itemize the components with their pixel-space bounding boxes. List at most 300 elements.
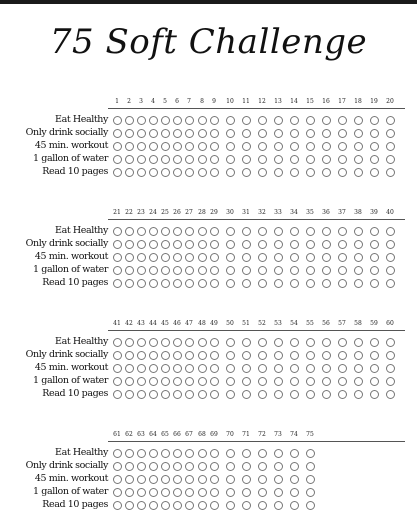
habit-checkbox[interactable] <box>173 338 182 347</box>
habit-checkbox[interactable] <box>125 501 134 510</box>
habit-checkbox[interactable] <box>198 253 207 262</box>
habit-checkbox[interactable] <box>338 168 347 177</box>
habit-checkbox[interactable] <box>161 475 170 484</box>
habit-checkbox[interactable] <box>258 475 267 484</box>
habit-checkbox[interactable] <box>161 377 170 386</box>
habit-checkbox[interactable] <box>370 168 379 177</box>
habit-checkbox[interactable] <box>210 129 219 138</box>
habit-checkbox[interactable] <box>185 338 194 347</box>
habit-checkbox[interactable] <box>210 253 219 262</box>
habit-checkbox[interactable] <box>125 168 134 177</box>
habit-checkbox[interactable] <box>198 462 207 471</box>
habit-checkbox[interactable] <box>226 338 235 347</box>
habit-checkbox[interactable] <box>161 227 170 236</box>
habit-checkbox[interactable] <box>125 390 134 399</box>
habit-checkbox[interactable] <box>113 129 122 138</box>
habit-checkbox[interactable] <box>258 390 267 399</box>
habit-checkbox[interactable] <box>386 253 395 262</box>
habit-checkbox[interactable] <box>198 168 207 177</box>
habit-checkbox[interactable] <box>173 475 182 484</box>
habit-checkbox[interactable] <box>185 462 194 471</box>
habit-checkbox[interactable] <box>173 449 182 458</box>
habit-checkbox[interactable] <box>370 351 379 360</box>
habit-checkbox[interactable] <box>137 462 146 471</box>
habit-checkbox[interactable] <box>210 338 219 347</box>
habit-checkbox[interactable] <box>338 129 347 138</box>
habit-checkbox[interactable] <box>290 475 299 484</box>
habit-checkbox[interactable] <box>161 155 170 164</box>
habit-checkbox[interactable] <box>370 116 379 125</box>
habit-checkbox[interactable] <box>322 390 331 399</box>
habit-checkbox[interactable] <box>137 475 146 484</box>
habit-checkbox[interactable] <box>113 240 122 249</box>
habit-checkbox[interactable] <box>173 142 182 151</box>
habit-checkbox[interactable] <box>137 266 146 275</box>
habit-checkbox[interactable] <box>185 142 194 151</box>
habit-checkbox[interactable] <box>354 142 363 151</box>
habit-checkbox[interactable] <box>338 390 347 399</box>
habit-checkbox[interactable] <box>137 227 146 236</box>
habit-checkbox[interactable] <box>242 449 251 458</box>
habit-checkbox[interactable] <box>242 364 251 373</box>
habit-checkbox[interactable] <box>198 116 207 125</box>
habit-checkbox[interactable] <box>290 338 299 347</box>
habit-checkbox[interactable] <box>137 351 146 360</box>
habit-checkbox[interactable] <box>210 462 219 471</box>
habit-checkbox[interactable] <box>386 338 395 347</box>
habit-checkbox[interactable] <box>149 155 158 164</box>
habit-checkbox[interactable] <box>306 390 315 399</box>
habit-checkbox[interactable] <box>198 488 207 497</box>
habit-checkbox[interactable] <box>370 142 379 151</box>
habit-checkbox[interactable] <box>338 240 347 249</box>
habit-checkbox[interactable] <box>274 462 283 471</box>
habit-checkbox[interactable] <box>210 266 219 275</box>
habit-checkbox[interactable] <box>161 488 170 497</box>
habit-checkbox[interactable] <box>210 279 219 288</box>
habit-checkbox[interactable] <box>258 129 267 138</box>
habit-checkbox[interactable] <box>322 227 331 236</box>
habit-checkbox[interactable] <box>306 449 315 458</box>
habit-checkbox[interactable] <box>226 377 235 386</box>
habit-checkbox[interactable] <box>226 253 235 262</box>
habit-checkbox[interactable] <box>149 142 158 151</box>
habit-checkbox[interactable] <box>242 116 251 125</box>
habit-checkbox[interactable] <box>290 142 299 151</box>
habit-checkbox[interactable] <box>338 338 347 347</box>
habit-checkbox[interactable] <box>306 364 315 373</box>
habit-checkbox[interactable] <box>137 338 146 347</box>
habit-checkbox[interactable] <box>185 168 194 177</box>
habit-checkbox[interactable] <box>226 351 235 360</box>
habit-checkbox[interactable] <box>274 364 283 373</box>
habit-checkbox[interactable] <box>125 449 134 458</box>
habit-checkbox[interactable] <box>113 168 122 177</box>
habit-checkbox[interactable] <box>226 449 235 458</box>
habit-checkbox[interactable] <box>161 279 170 288</box>
habit-checkbox[interactable] <box>354 253 363 262</box>
habit-checkbox[interactable] <box>198 475 207 484</box>
habit-checkbox[interactable] <box>125 266 134 275</box>
habit-checkbox[interactable] <box>198 338 207 347</box>
habit-checkbox[interactable] <box>354 351 363 360</box>
habit-checkbox[interactable] <box>210 488 219 497</box>
habit-checkbox[interactable] <box>242 501 251 510</box>
habit-checkbox[interactable] <box>161 253 170 262</box>
habit-checkbox[interactable] <box>322 377 331 386</box>
habit-checkbox[interactable] <box>198 364 207 373</box>
habit-checkbox[interactable] <box>354 279 363 288</box>
habit-checkbox[interactable] <box>113 390 122 399</box>
habit-checkbox[interactable] <box>149 501 158 510</box>
habit-checkbox[interactable] <box>306 377 315 386</box>
habit-checkbox[interactable] <box>210 475 219 484</box>
habit-checkbox[interactable] <box>306 488 315 497</box>
habit-checkbox[interactable] <box>149 488 158 497</box>
habit-checkbox[interactable] <box>338 116 347 125</box>
habit-checkbox[interactable] <box>125 364 134 373</box>
habit-checkbox[interactable] <box>370 364 379 373</box>
habit-checkbox[interactable] <box>258 377 267 386</box>
habit-checkbox[interactable] <box>226 266 235 275</box>
habit-checkbox[interactable] <box>274 338 283 347</box>
habit-checkbox[interactable] <box>226 462 235 471</box>
habit-checkbox[interactable] <box>290 253 299 262</box>
habit-checkbox[interactable] <box>125 155 134 164</box>
habit-checkbox[interactable] <box>226 475 235 484</box>
habit-checkbox[interactable] <box>290 227 299 236</box>
habit-checkbox[interactable] <box>173 279 182 288</box>
habit-checkbox[interactable] <box>258 168 267 177</box>
habit-checkbox[interactable] <box>149 266 158 275</box>
habit-checkbox[interactable] <box>125 240 134 249</box>
habit-checkbox[interactable] <box>258 364 267 373</box>
habit-checkbox[interactable] <box>338 142 347 151</box>
habit-checkbox[interactable] <box>274 116 283 125</box>
habit-checkbox[interactable] <box>370 279 379 288</box>
habit-checkbox[interactable] <box>354 116 363 125</box>
habit-checkbox[interactable] <box>185 475 194 484</box>
habit-checkbox[interactable] <box>113 462 122 471</box>
habit-checkbox[interactable] <box>290 129 299 138</box>
habit-checkbox[interactable] <box>226 168 235 177</box>
habit-checkbox[interactable] <box>274 142 283 151</box>
habit-checkbox[interactable] <box>137 390 146 399</box>
habit-checkbox[interactable] <box>161 240 170 249</box>
habit-checkbox[interactable] <box>173 116 182 125</box>
habit-checkbox[interactable] <box>125 377 134 386</box>
habit-checkbox[interactable] <box>258 253 267 262</box>
habit-checkbox[interactable] <box>386 129 395 138</box>
habit-checkbox[interactable] <box>173 155 182 164</box>
habit-checkbox[interactable] <box>322 253 331 262</box>
habit-checkbox[interactable] <box>370 253 379 262</box>
habit-checkbox[interactable] <box>290 501 299 510</box>
habit-checkbox[interactable] <box>306 129 315 138</box>
habit-checkbox[interactable] <box>226 501 235 510</box>
habit-checkbox[interactable] <box>290 488 299 497</box>
habit-checkbox[interactable] <box>113 488 122 497</box>
habit-checkbox[interactable] <box>306 351 315 360</box>
habit-checkbox[interactable] <box>149 449 158 458</box>
habit-checkbox[interactable] <box>210 116 219 125</box>
habit-checkbox[interactable] <box>125 116 134 125</box>
habit-checkbox[interactable] <box>290 266 299 275</box>
habit-checkbox[interactable] <box>258 227 267 236</box>
habit-checkbox[interactable] <box>338 279 347 288</box>
habit-checkbox[interactable] <box>322 364 331 373</box>
habit-checkbox[interactable] <box>274 240 283 249</box>
habit-checkbox[interactable] <box>258 462 267 471</box>
habit-checkbox[interactable] <box>290 279 299 288</box>
habit-checkbox[interactable] <box>226 129 235 138</box>
habit-checkbox[interactable] <box>242 279 251 288</box>
habit-checkbox[interactable] <box>226 155 235 164</box>
habit-checkbox[interactable] <box>242 390 251 399</box>
habit-checkbox[interactable] <box>161 168 170 177</box>
habit-checkbox[interactable] <box>185 253 194 262</box>
habit-checkbox[interactable] <box>149 168 158 177</box>
habit-checkbox[interactable] <box>242 266 251 275</box>
habit-checkbox[interactable] <box>125 338 134 347</box>
habit-checkbox[interactable] <box>185 227 194 236</box>
habit-checkbox[interactable] <box>290 364 299 373</box>
habit-checkbox[interactable] <box>113 501 122 510</box>
habit-checkbox[interactable] <box>173 266 182 275</box>
habit-checkbox[interactable] <box>161 338 170 347</box>
habit-checkbox[interactable] <box>354 227 363 236</box>
habit-checkbox[interactable] <box>290 155 299 164</box>
habit-checkbox[interactable] <box>242 129 251 138</box>
habit-checkbox[interactable] <box>242 462 251 471</box>
habit-checkbox[interactable] <box>149 240 158 249</box>
habit-checkbox[interactable] <box>274 227 283 236</box>
habit-checkbox[interactable] <box>210 227 219 236</box>
habit-checkbox[interactable] <box>137 240 146 249</box>
habit-checkbox[interactable] <box>185 116 194 125</box>
habit-checkbox[interactable] <box>258 351 267 360</box>
habit-checkbox[interactable] <box>198 501 207 510</box>
habit-checkbox[interactable] <box>354 240 363 249</box>
habit-checkbox[interactable] <box>290 240 299 249</box>
habit-checkbox[interactable] <box>113 279 122 288</box>
habit-checkbox[interactable] <box>113 266 122 275</box>
habit-checkbox[interactable] <box>173 390 182 399</box>
habit-checkbox[interactable] <box>274 129 283 138</box>
habit-checkbox[interactable] <box>370 266 379 275</box>
habit-checkbox[interactable] <box>198 227 207 236</box>
habit-checkbox[interactable] <box>306 116 315 125</box>
habit-checkbox[interactable] <box>258 279 267 288</box>
habit-checkbox[interactable] <box>274 488 283 497</box>
habit-checkbox[interactable] <box>137 168 146 177</box>
habit-checkbox[interactable] <box>185 129 194 138</box>
habit-checkbox[interactable] <box>370 227 379 236</box>
habit-checkbox[interactable] <box>386 364 395 373</box>
habit-checkbox[interactable] <box>386 351 395 360</box>
habit-checkbox[interactable] <box>306 266 315 275</box>
habit-checkbox[interactable] <box>242 168 251 177</box>
habit-checkbox[interactable] <box>125 253 134 262</box>
habit-checkbox[interactable] <box>198 240 207 249</box>
habit-checkbox[interactable] <box>149 129 158 138</box>
habit-checkbox[interactable] <box>198 390 207 399</box>
habit-checkbox[interactable] <box>338 155 347 164</box>
habit-checkbox[interactable] <box>113 142 122 151</box>
habit-checkbox[interactable] <box>306 253 315 262</box>
habit-checkbox[interactable] <box>113 351 122 360</box>
habit-checkbox[interactable] <box>173 253 182 262</box>
habit-checkbox[interactable] <box>386 266 395 275</box>
habit-checkbox[interactable] <box>354 266 363 275</box>
habit-checkbox[interactable] <box>370 240 379 249</box>
habit-checkbox[interactable] <box>113 475 122 484</box>
habit-checkbox[interactable] <box>258 449 267 458</box>
habit-checkbox[interactable] <box>161 116 170 125</box>
habit-checkbox[interactable] <box>113 116 122 125</box>
habit-checkbox[interactable] <box>198 266 207 275</box>
habit-checkbox[interactable] <box>125 129 134 138</box>
habit-checkbox[interactable] <box>226 142 235 151</box>
habit-checkbox[interactable] <box>198 449 207 458</box>
habit-checkbox[interactable] <box>338 253 347 262</box>
habit-checkbox[interactable] <box>322 266 331 275</box>
habit-checkbox[interactable] <box>113 377 122 386</box>
habit-checkbox[interactable] <box>149 338 158 347</box>
habit-checkbox[interactable] <box>137 129 146 138</box>
habit-checkbox[interactable] <box>149 253 158 262</box>
habit-checkbox[interactable] <box>125 462 134 471</box>
habit-checkbox[interactable] <box>306 168 315 177</box>
habit-checkbox[interactable] <box>322 351 331 360</box>
habit-checkbox[interactable] <box>137 364 146 373</box>
habit-checkbox[interactable] <box>173 129 182 138</box>
habit-checkbox[interactable] <box>386 155 395 164</box>
habit-checkbox[interactable] <box>113 338 122 347</box>
habit-checkbox[interactable] <box>198 351 207 360</box>
habit-checkbox[interactable] <box>386 168 395 177</box>
habit-checkbox[interactable] <box>306 240 315 249</box>
habit-checkbox[interactable] <box>210 364 219 373</box>
habit-checkbox[interactable] <box>149 475 158 484</box>
habit-checkbox[interactable] <box>173 168 182 177</box>
habit-checkbox[interactable] <box>226 279 235 288</box>
habit-checkbox[interactable] <box>226 390 235 399</box>
habit-checkbox[interactable] <box>125 279 134 288</box>
habit-checkbox[interactable] <box>290 462 299 471</box>
habit-checkbox[interactable] <box>185 266 194 275</box>
habit-checkbox[interactable] <box>185 155 194 164</box>
habit-checkbox[interactable] <box>210 449 219 458</box>
habit-checkbox[interactable] <box>149 462 158 471</box>
habit-checkbox[interactable] <box>125 351 134 360</box>
habit-checkbox[interactable] <box>290 390 299 399</box>
habit-checkbox[interactable] <box>161 364 170 373</box>
habit-checkbox[interactable] <box>386 227 395 236</box>
habit-checkbox[interactable] <box>149 116 158 125</box>
habit-checkbox[interactable] <box>386 142 395 151</box>
habit-checkbox[interactable] <box>125 488 134 497</box>
habit-checkbox[interactable] <box>226 488 235 497</box>
habit-checkbox[interactable] <box>258 488 267 497</box>
habit-checkbox[interactable] <box>354 129 363 138</box>
habit-checkbox[interactable] <box>198 155 207 164</box>
habit-checkbox[interactable] <box>125 142 134 151</box>
habit-checkbox[interactable] <box>274 279 283 288</box>
habit-checkbox[interactable] <box>338 351 347 360</box>
habit-checkbox[interactable] <box>386 279 395 288</box>
habit-checkbox[interactable] <box>306 155 315 164</box>
habit-checkbox[interactable] <box>198 279 207 288</box>
habit-checkbox[interactable] <box>290 116 299 125</box>
habit-checkbox[interactable] <box>242 142 251 151</box>
habit-checkbox[interactable] <box>149 227 158 236</box>
habit-checkbox[interactable] <box>149 377 158 386</box>
habit-checkbox[interactable] <box>322 142 331 151</box>
habit-checkbox[interactable] <box>137 449 146 458</box>
habit-checkbox[interactable] <box>274 449 283 458</box>
habit-checkbox[interactable] <box>113 253 122 262</box>
habit-checkbox[interactable] <box>185 351 194 360</box>
habit-checkbox[interactable] <box>258 155 267 164</box>
habit-checkbox[interactable] <box>149 351 158 360</box>
habit-checkbox[interactable] <box>274 155 283 164</box>
habit-checkbox[interactable] <box>125 475 134 484</box>
habit-checkbox[interactable] <box>290 168 299 177</box>
habit-checkbox[interactable] <box>149 364 158 373</box>
habit-checkbox[interactable] <box>185 279 194 288</box>
habit-checkbox[interactable] <box>113 227 122 236</box>
habit-checkbox[interactable] <box>210 168 219 177</box>
habit-checkbox[interactable] <box>290 377 299 386</box>
habit-checkbox[interactable] <box>370 338 379 347</box>
habit-checkbox[interactable] <box>354 168 363 177</box>
habit-checkbox[interactable] <box>113 364 122 373</box>
habit-checkbox[interactable] <box>113 155 122 164</box>
habit-checkbox[interactable] <box>338 364 347 373</box>
habit-checkbox[interactable] <box>274 475 283 484</box>
habit-checkbox[interactable] <box>258 266 267 275</box>
habit-checkbox[interactable] <box>185 390 194 399</box>
habit-checkbox[interactable] <box>242 488 251 497</box>
habit-checkbox[interactable] <box>173 377 182 386</box>
habit-checkbox[interactable] <box>226 116 235 125</box>
habit-checkbox[interactable] <box>210 240 219 249</box>
habit-checkbox[interactable] <box>354 155 363 164</box>
habit-checkbox[interactable] <box>173 227 182 236</box>
habit-checkbox[interactable] <box>306 227 315 236</box>
habit-checkbox[interactable] <box>242 253 251 262</box>
habit-checkbox[interactable] <box>137 116 146 125</box>
habit-checkbox[interactable] <box>258 116 267 125</box>
habit-checkbox[interactable] <box>354 364 363 373</box>
habit-checkbox[interactable] <box>242 338 251 347</box>
habit-checkbox[interactable] <box>185 377 194 386</box>
habit-checkbox[interactable] <box>161 462 170 471</box>
habit-checkbox[interactable] <box>226 240 235 249</box>
habit-checkbox[interactable] <box>185 488 194 497</box>
habit-checkbox[interactable] <box>198 377 207 386</box>
habit-checkbox[interactable] <box>322 168 331 177</box>
habit-checkbox[interactable] <box>338 266 347 275</box>
habit-checkbox[interactable] <box>370 390 379 399</box>
habit-checkbox[interactable] <box>137 253 146 262</box>
habit-checkbox[interactable] <box>242 475 251 484</box>
habit-checkbox[interactable] <box>185 449 194 458</box>
habit-checkbox[interactable] <box>161 501 170 510</box>
habit-checkbox[interactable] <box>242 227 251 236</box>
habit-checkbox[interactable] <box>322 129 331 138</box>
